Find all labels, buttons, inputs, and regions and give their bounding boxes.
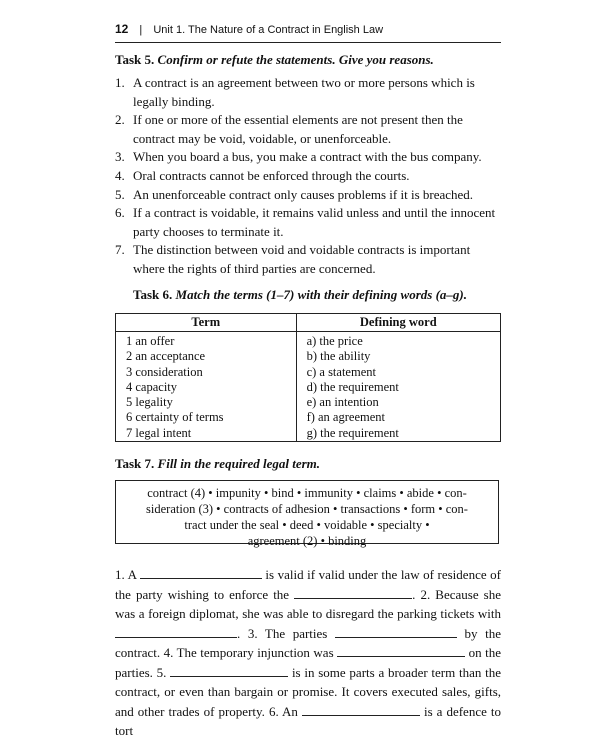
fill-in-paragraph [115,565,501,741]
word-bank-line: tract under the seal • deed • voidable • specialty • [184,518,430,532]
paragraph-text: on the parties. 5. [115,645,502,680]
paragraph-text: is valid if valid under the law of residence of the party wishing to enforce the [115,567,501,602]
list-item [115,167,503,186]
paragraph-text: . 2. Because she was a foreign diplomat, she was able to disregard the parking tickets with [115,586,502,621]
term-cell: 1 an offer [116,332,297,350]
paragraph-text: by the contract. 4. The temporary injunction was [115,625,501,660]
item-text: If one or more of the essential elements are not present then the contract may be void, voidable, or unenforceable. [133,112,463,146]
paragraph-text: is in some parts a broader term than the contract, or even than bargain or promise. It covers executed sales, gifts, and other trades of property. 6. An [115,664,502,719]
defining-word-cell: a) the price [296,332,500,350]
table-row [116,349,501,364]
header-separator: | [139,24,143,36]
defining-word-cell: d) the requirement [296,380,500,395]
paragraph-text: . 3. The parties [237,625,328,641]
table-row [116,426,501,442]
term-cell: 7 legal intent [116,426,297,442]
item-text: An unenforceable contract only causes problems if it is breached. [133,186,474,202]
term-cell: 3 consideration [116,365,297,380]
page-number: 12 [115,22,129,36]
paragraph-text: 1. A [115,567,137,582]
item-number: 7. [115,242,125,258]
task5-instruction: Confirm or refute the statements. Give you reasons. [157,52,434,67]
answer-blank-7[interactable] [302,703,420,716]
running-title: Unit 1. The Nature of a Contract in English Law [153,24,384,36]
term-cell: 4 capacity [116,380,297,395]
defining-word-cell: b) the ability [296,349,500,364]
word-bank-line: sideration (3) • contracts of adhesion • transactions • form • con- [146,502,468,516]
item-text: A contract is an agreement between two or more persons which is legally binding. [133,75,475,109]
task6-label: Task 6. [133,287,173,302]
list-item [115,111,503,148]
table-row [116,380,501,395]
task5-statements [115,74,503,279]
defining-word-cell: c) a statement [296,365,500,380]
task6-instruction: Match the terms (1–7) with their defining words (a–g). [175,287,467,302]
item-text: Oral contracts cannot be enforced through the courts. [133,167,410,183]
item-number: 4. [115,167,125,183]
word-bank [115,480,499,548]
answer-blank-6[interactable] [170,664,288,677]
table-row [116,365,501,380]
item-text: If a contract is voidable, it remains valid unless and until the innocent party chooses to terminate it. [133,205,496,239]
list-item [115,186,503,205]
defining-word-cell: e) an intention [296,395,500,410]
item-text: The distinction between void and voidable contracts is important where the rights of third parties are concerned. [133,242,471,276]
list-item [115,241,503,278]
terms-table [115,313,501,442]
list-item [115,148,503,167]
defining-word-cell: f) an agreement [296,410,500,425]
table-row [116,410,501,425]
defining-word-cell: g) the requirement [296,426,500,442]
task7-heading [115,456,320,472]
table-row [116,332,501,350]
item-number: 5. [115,186,125,202]
task7-label: Task 7. [115,456,155,471]
item-text: When you board a bus, you make a contract with the bus company. [133,149,482,165]
running-header [115,22,501,43]
term-cell: 2 an acceptance [116,349,297,364]
answer-blank-3[interactable] [115,625,237,638]
item-number: 1. [115,75,125,90]
list-item [115,74,503,111]
term-cell: 6 certainty of terms [116,410,297,425]
task7-instruction: Fill in the required legal term. [157,456,321,471]
column-header-defining-word: Defining word [296,314,500,332]
answer-blank-5[interactable] [337,644,465,657]
answer-blank-1[interactable] [140,566,262,579]
task6-heading [133,287,467,303]
task5-heading [115,52,434,68]
item-number: 2. [115,112,125,128]
list-item [115,204,503,241]
term-cell: 5 legality [116,395,297,410]
paragraph-text: is a defence to tort [115,703,502,738]
item-number: 3. [115,149,125,165]
column-header-term: Term [116,314,297,332]
table-row [116,395,501,410]
answer-blank-2[interactable] [294,586,412,599]
word-bank-line: agreement (2) • binding [247,534,367,548]
task5-label: Task 5. [115,52,155,67]
item-number: 6. [115,205,125,221]
answer-blank-4[interactable] [335,625,457,638]
word-bank-line: contract (4) • impunity • bind • immunity • claims • abide • con- [147,486,467,500]
